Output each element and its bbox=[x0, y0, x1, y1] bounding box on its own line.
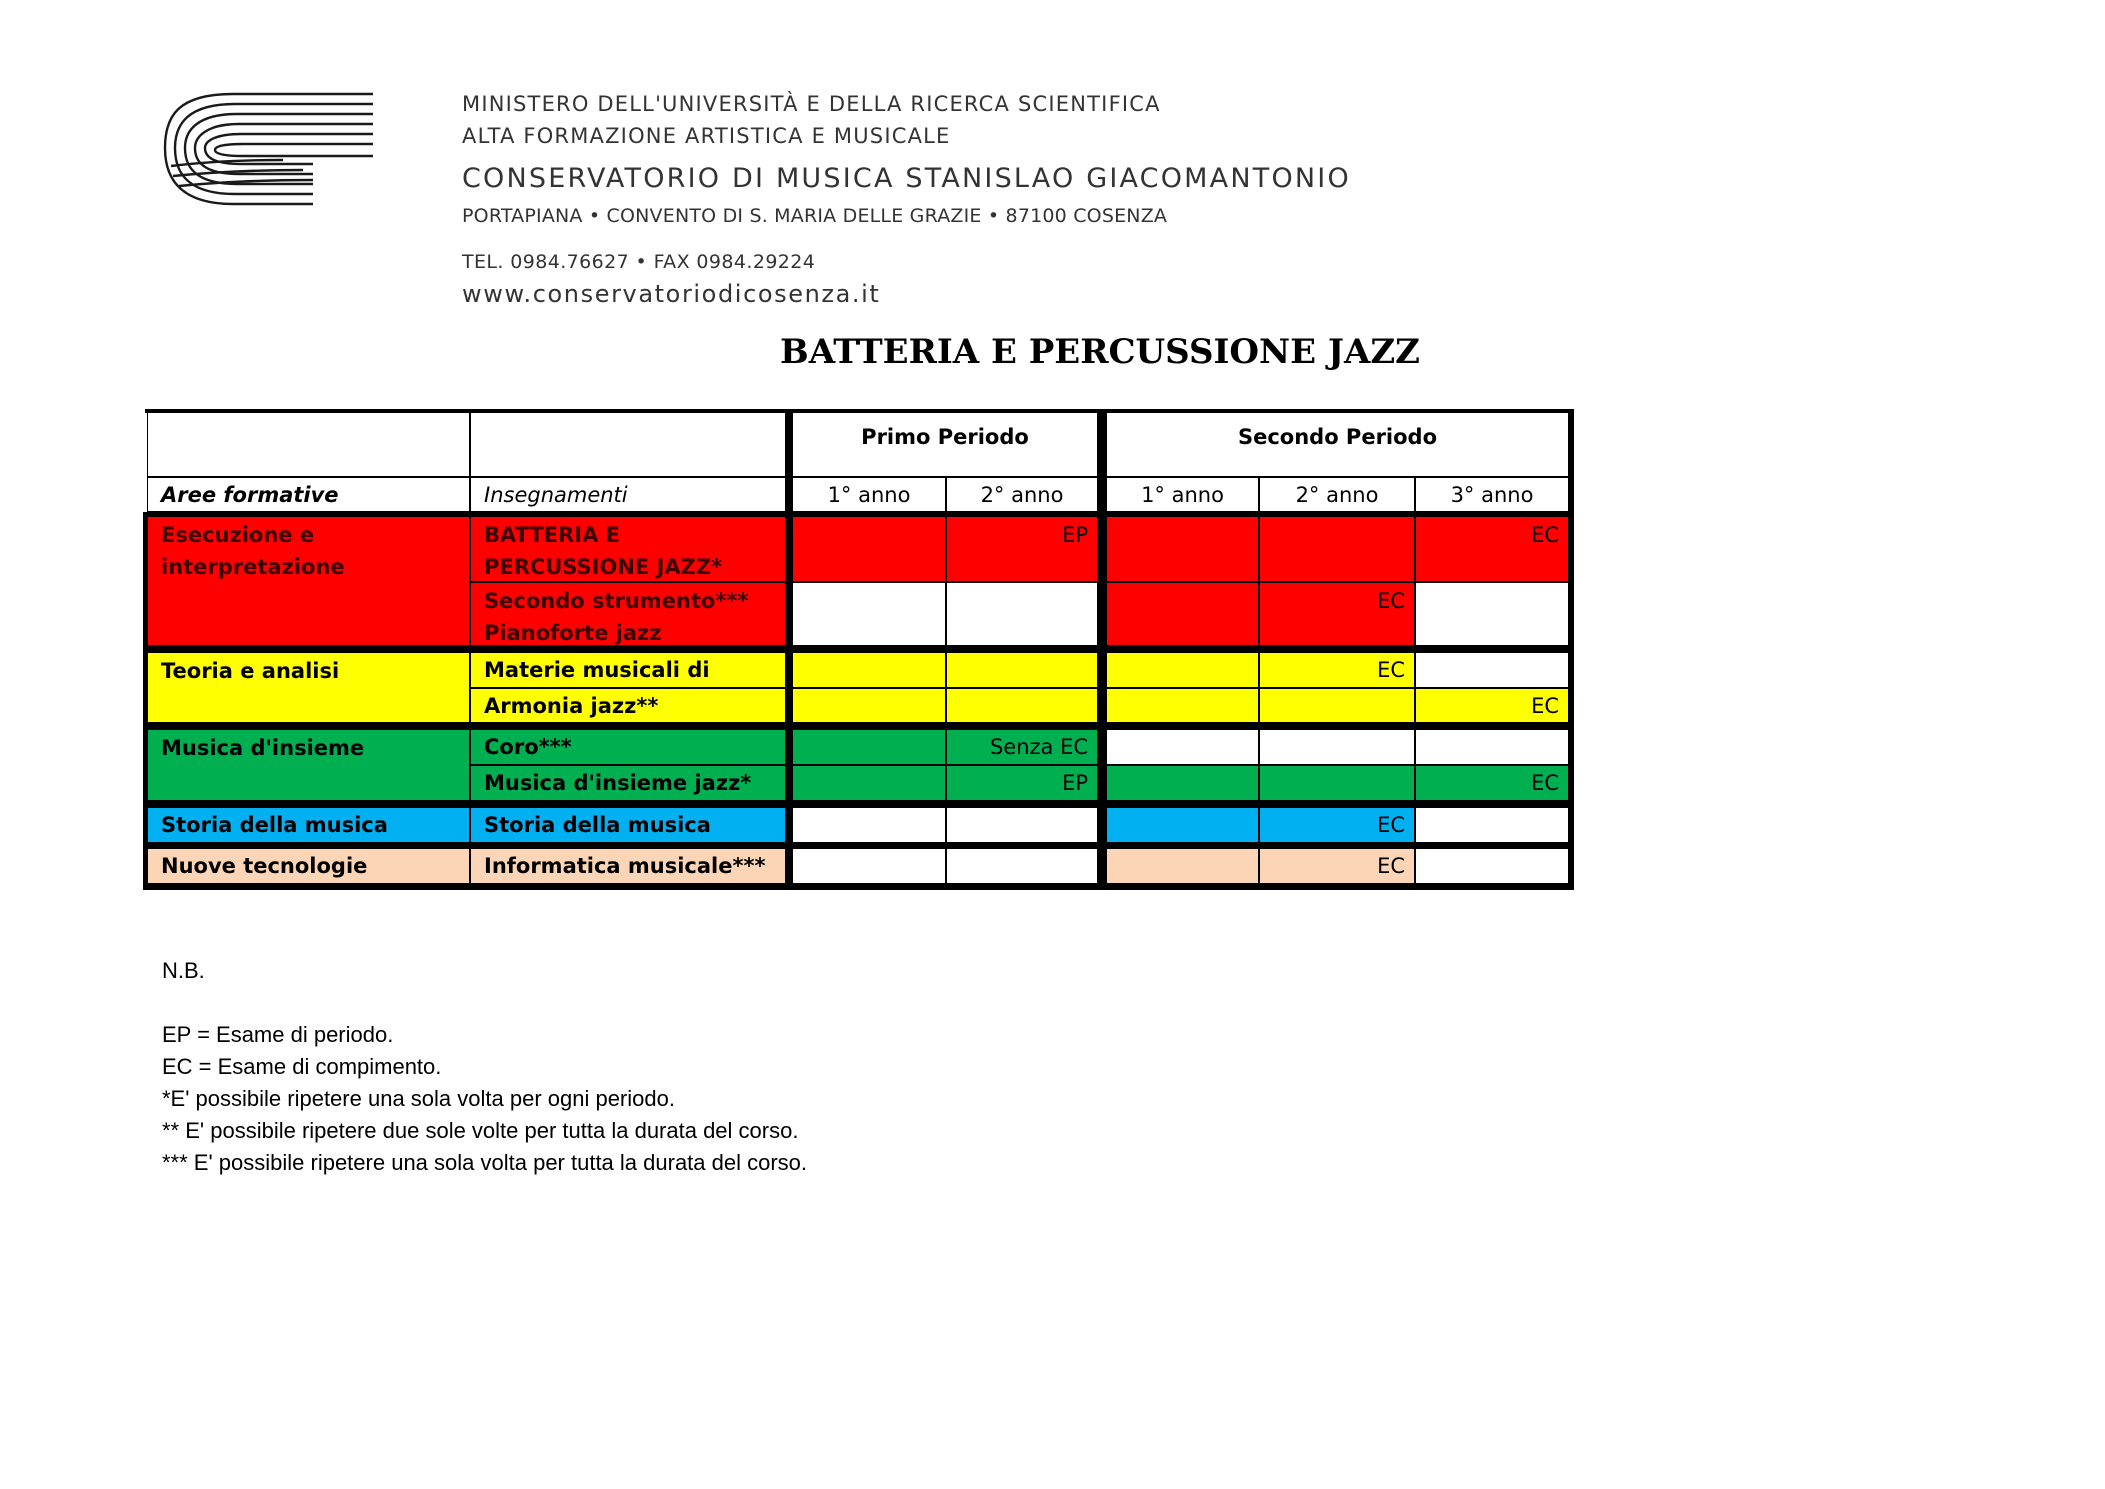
note-ep: EP = Esame di periodo. bbox=[162, 1022, 394, 1047]
area-teoria: Teoria e analisi bbox=[147, 652, 470, 723]
conservatory-logo-icon bbox=[163, 86, 381, 216]
area-musica-insieme: Musica d'insieme bbox=[147, 729, 470, 801]
institution-contacts: TEL. 0984.76627 • FAX 0984.29224 bbox=[462, 251, 816, 273]
cell-insieme-p1y2: EP bbox=[946, 765, 1098, 801]
cell-batteria-p1y1 bbox=[792, 516, 946, 582]
cell-coro-p1y1 bbox=[792, 729, 946, 765]
cell-coro-p2y3 bbox=[1415, 729, 1569, 765]
header-p1-year1: 1° anno bbox=[792, 477, 946, 512]
header-blank-area bbox=[147, 412, 470, 477]
cell-storia-p2y3 bbox=[1415, 807, 1569, 843]
header-p1-year2: 2° anno bbox=[946, 477, 1098, 512]
header-p2-year3: 3° anno bbox=[1415, 477, 1569, 512]
header-separator bbox=[143, 512, 1574, 517]
cell-informatica-p2y3 bbox=[1415, 848, 1569, 884]
note-ec: EC = Esame di compimento. bbox=[162, 1054, 442, 1079]
header-primo-periodo: Primo Periodo bbox=[792, 412, 1098, 477]
header-p2-year1: 1° anno bbox=[1106, 477, 1259, 512]
cell-secondo-p2y1 bbox=[1106, 582, 1259, 646]
cell-batteria-p2y3: EC bbox=[1415, 516, 1569, 582]
letterhead bbox=[462, 88, 1351, 310]
subject-secondo-strumento: Secondo strumento*** Pianoforte jazz bbox=[470, 582, 786, 646]
group-separator-4 bbox=[143, 843, 1574, 848]
table-border-right bbox=[1569, 409, 1574, 890]
cell-batteria-p2y2 bbox=[1259, 516, 1415, 582]
subject-informatica: Informatica musicale*** bbox=[470, 848, 786, 884]
table-border-bottom bbox=[145, 884, 1572, 890]
cell-armonia-p2y3: EC bbox=[1415, 688, 1569, 723]
cell-storia-p2y2: EC bbox=[1259, 807, 1415, 843]
cell-materie-p1y2 bbox=[946, 652, 1098, 688]
cell-informatica-p2y2: EC bbox=[1259, 848, 1415, 884]
cell-batteria-p2y1 bbox=[1106, 516, 1259, 582]
cell-coro-p2y1 bbox=[1106, 729, 1259, 765]
group-separator-1 bbox=[143, 646, 1574, 652]
notes-nb: N.B. bbox=[162, 958, 205, 983]
subject-armonia-jazz: Armonia jazz** bbox=[470, 688, 786, 723]
area-nuove-tecnologie: Nuove tecnologie bbox=[147, 848, 470, 884]
header-insegnamenti: Insegnamenti bbox=[470, 477, 786, 512]
period1-divider bbox=[785, 409, 793, 890]
header-secondo-periodo: Secondo Periodo bbox=[1106, 412, 1569, 477]
page-title: BATTERIA E PERCUSSIONE JAZZ bbox=[780, 332, 1420, 372]
cell-armonia-p1y2 bbox=[946, 688, 1098, 723]
header-p2-year2: 2° anno bbox=[1259, 477, 1415, 512]
area-storia: Storia della musica bbox=[147, 807, 470, 843]
cell-materie-p2y2: EC bbox=[1259, 652, 1415, 688]
note-star1: *E' possibile ripetere una sola volta per ogni periodo. bbox=[162, 1086, 675, 1111]
cell-materie-p2y1 bbox=[1106, 652, 1259, 688]
area-esecuzione: Esecuzione e interpretazione bbox=[147, 516, 470, 646]
subject-storia-jazz: Storia della musica bbox=[470, 807, 786, 843]
cell-informatica-p2y1 bbox=[1106, 848, 1259, 884]
cell-insieme-p2y2 bbox=[1259, 765, 1415, 801]
cell-materie-p1y1 bbox=[792, 652, 946, 688]
cell-insieme-p2y3: EC bbox=[1415, 765, 1569, 801]
institution-website[interactable]: www.conservatoriodicosenza.it bbox=[462, 280, 881, 308]
cell-secondo-p1y2 bbox=[946, 582, 1098, 646]
cell-secondo-p1y1 bbox=[792, 582, 946, 646]
period2-divider bbox=[1098, 409, 1106, 890]
table-border-left bbox=[143, 512, 148, 890]
cell-armonia-p2y1 bbox=[1106, 688, 1259, 723]
subject-musica-insieme-jazz: Musica d'insieme jazz* bbox=[470, 765, 786, 801]
institution-address: PORTAPIANA • CONVENTO DI S. MARIA DELLE GRAZIE • 87100 COSENZA bbox=[462, 205, 1168, 227]
cell-secondo-p2y3 bbox=[1415, 582, 1569, 646]
cell-storia-p2y1 bbox=[1106, 807, 1259, 843]
cell-armonia-p2y2 bbox=[1259, 688, 1415, 723]
notes bbox=[162, 955, 807, 1179]
group-separator-2 bbox=[143, 723, 1574, 729]
cell-coro-p2y2 bbox=[1259, 729, 1415, 765]
subject-materie-musicali: Materie musicali di bbox=[470, 652, 786, 688]
cell-storia-p1y2 bbox=[946, 807, 1098, 843]
institution-name: CONSERVATORIO DI MUSICA STANISLAO GIACOMANTONIO bbox=[462, 163, 1351, 194]
cell-coro-p1y2: Senza EC bbox=[946, 729, 1098, 765]
note-star3: *** E' possibile ripetere una sola volta per tutta la durata del corso. bbox=[162, 1150, 808, 1175]
cell-armonia-p1y1 bbox=[792, 688, 946, 723]
cell-informatica-p1y2 bbox=[946, 848, 1098, 884]
header-aree-formative: Aree formative bbox=[147, 477, 470, 512]
cell-secondo-p2y2: EC bbox=[1259, 582, 1415, 646]
header-blank-subject bbox=[470, 412, 786, 477]
cell-insieme-p2y1 bbox=[1106, 765, 1259, 801]
afam-name: ALTA FORMAZIONE ARTISTICA E MUSICALE bbox=[462, 124, 951, 148]
cell-insieme-p1y1 bbox=[792, 765, 946, 801]
note-star2: ** E' possibile ripetere due sole volte per tutta la durata del corso. bbox=[162, 1118, 799, 1143]
cell-storia-p1y1 bbox=[792, 807, 946, 843]
group-separator-3 bbox=[143, 801, 1574, 807]
table-border-top bbox=[145, 409, 1572, 413]
ministry-name: MINISTERO DELL'UNIVERSITÀ E DELLA RICERCA SCIENTIFICA bbox=[462, 92, 1161, 116]
cell-materie-p2y3 bbox=[1415, 652, 1569, 688]
cell-batteria-p1y2: EP bbox=[946, 516, 1098, 582]
subject-batteria: BATTERIA E PERCUSSIONE JAZZ* bbox=[470, 516, 786, 582]
cell-informatica-p1y1 bbox=[792, 848, 946, 884]
subject-coro: Coro*** bbox=[470, 729, 786, 765]
